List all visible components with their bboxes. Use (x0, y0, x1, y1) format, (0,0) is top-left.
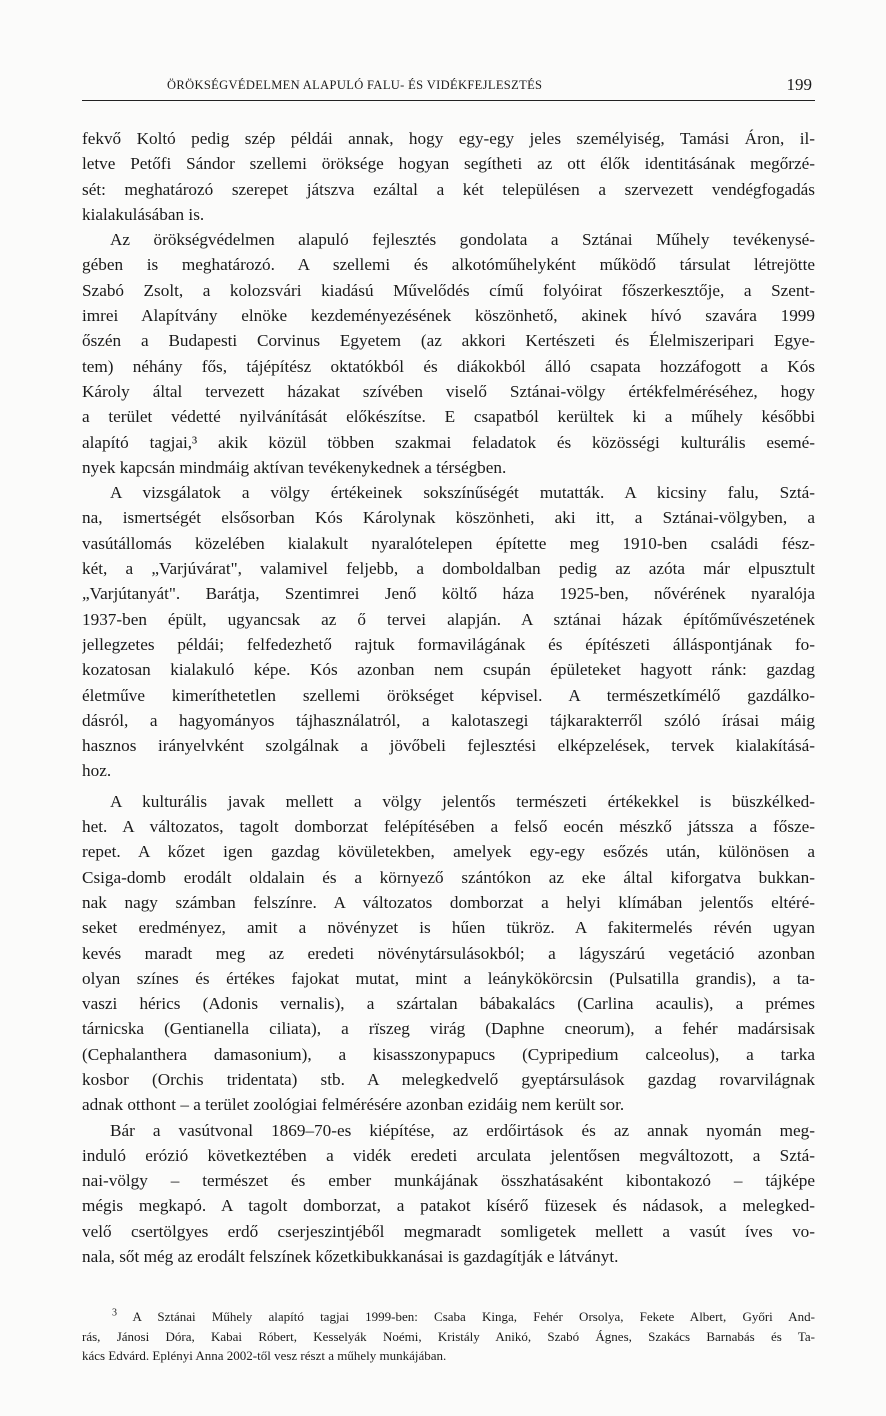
footnote-line: $^3$ A Sztánai Műhely alapító tagjai 1999-ben: Csaba Kinga, Fehér Orsolya, Fekete Albert, Győri And- (112, 1307, 815, 1324)
footnote (82, 1307, 815, 1366)
text-line: nala, sőt még az erodált felszínek kőzetkibukkanásai is gazdagítják e látványt. (82, 1247, 619, 1267)
text-line: 1937-ben épült, ugyancsak az ő tervei alapján. A sztánai házak építőművészetének (82, 609, 815, 629)
text-line: na, ismertségét elsősorban Kós Károlynak köszönheti, aki itt, a Sztánai-völgyben, a (82, 508, 815, 528)
text-line: Károly által tervezett házakat szívében viselő Sztánai-völgy értékfelméréséhez, hogy (82, 381, 815, 401)
text-line: Szabó Zsolt, a kolozsvári kiadású Művelődés című folyóirat főszerkesztője, a Szent- (82, 280, 815, 300)
paragraph (82, 1118, 815, 1270)
text-line: nak nagy számban felszínre. A változatos domborzat a helyi klímában jelentős eltéré- (82, 892, 815, 912)
text-line: vasútállomás közelében kialakult nyaralótelepen építette meg 1910-ben családi fész- (82, 533, 815, 553)
text-line: két, a „Varjúvárat", valamivel feljebb, a domboldalban pedig az azóta már elpusztult (82, 559, 815, 579)
text-line: kozatosan kialakuló képe. Kós azonban nem csupán épületeket hagyott ránk: gazdag (82, 660, 815, 680)
running-header (82, 75, 815, 101)
text-line: imrei Alapítvány elnöke kezdeményezésének köszönhető, akinek hívó szavára 1999 (82, 306, 815, 326)
text-line: mégis megkapó. A tagolt domborzat, a patakot kísérő füzesek és nádasok, a melegked- (82, 1196, 815, 1216)
paragraph (82, 789, 815, 1118)
text-line: hasznos irányelvként szolgálnak a jövőbeli fejlesztési elképzelések, tervek kialakításá- (82, 736, 815, 756)
text-line: Az örökségvédelmen alapuló fejlesztés gondolata a Sztánai Műhely tevékenysé- (110, 230, 815, 250)
text-line: sét: meghatározó szerepet játszva ezáltal a két településen a szervezett vendégfogadás (82, 179, 815, 199)
text-line: nyek kapcsán mindmáig aktívan tevékenykednek a térségben. (82, 457, 507, 477)
footnote-marker: 3 (112, 1307, 117, 1319)
text-line: „Varjútanyát". Barátja, Szentimrei Jenő költő háza 1925-ben, nővérének nyaralója (82, 584, 815, 604)
body-text (82, 126, 815, 1269)
footnote-line: kács Edvárd. Eplényi Anna 2002-től vesz részt a műhely munkájában. (82, 1348, 447, 1363)
text-line: jellegzetes példái; felfedezhető rajtuk formavilágának és építészeti álláspontjának fo- (82, 634, 815, 654)
text-line: A vizsgálatok a völgy értékeinek sokszínűségét mutatták. A kicsiny falu, Sztá- (110, 483, 815, 503)
text-line: seket eredményez, amit a növényzet is hűen tükröz. A fakitermelés révén ugyan (82, 918, 815, 938)
text-line: életműve kimeríthetetlen szellemi örökséget képvisel. A természetkímélő gazdálko- (82, 685, 815, 705)
paragraph (82, 126, 815, 227)
text-line: kevés maradt meg az eredeti növénytársulásokból; a lágyszárú vegetáció azonban (82, 943, 815, 963)
text-line: adnak otthont – a terület zoológiai felmérésére azonban ezidáig nem került sor. (82, 1095, 625, 1115)
text-line: nai-völgy – természet és ember munkájának összhatásaként kibontakozó – tájképe (82, 1171, 815, 1191)
text-line: hoz. (82, 761, 112, 781)
text-line: a terület védetté nyilvánítását előkészítse. E csapatból kerültek ki a műhely későbbi (82, 407, 815, 427)
running-title: ÖRÖKSÉGVÉDELMEN ALAPULÓ FALU- ÉS VIDÉKFEJLESZTÉS (167, 78, 543, 92)
page-number: 199 (786, 75, 812, 94)
paragraph (82, 480, 815, 784)
text-line: letve Petőfi Sándor szellemi öröksége hogyan segítheti az ott élők identitásának megőrzé- (82, 154, 815, 174)
text-line: tem) néhány fős, tájépítész oktatókból és diákokból álló csapata hozzáfogott a Kós (82, 356, 815, 376)
text-line: A kulturális javak mellett a völgy jelentős természeti értékekkel is büszkélked- (110, 791, 815, 811)
text-line: olyan színes és értékes fajokat mutat, mint a leánykökörcsin (Pulsatilla grandis), a ta- (82, 968, 815, 988)
text-line: induló erózió következtében a vidék eredeti arculata jelentősen megváltozott, a Sztá- (82, 1145, 815, 1165)
text-line: kosbor (Orchis tridentata) stb. A melegkedvelő gyeptársulások gazdag rovarvilágnak (82, 1069, 815, 1089)
text-line: repet. A kőzet igen gazdag kövületekben, amelyek egy-egy esőzés után, különösen a (82, 842, 815, 862)
text-line: (Cephalanthera damasonium), a kisasszonypapucs (Cypripedium calceolus), a tarka (82, 1044, 815, 1064)
text-line: dásról, a hagyományos tájhasználatról, a kalotaszegi tájkarakterről szóló írásai máig (82, 710, 815, 730)
text-line: fekvő Koltó pedig szép példái annak, hogy egy-egy jeles személyiség, Tamási Áron, il- (82, 129, 815, 148)
text-line: tárnicska (Gentianella ciliata), a rïszeg virág (Daphne cneorum), a fehér madársisak (82, 1019, 815, 1039)
text-line: Csiga-domb erodált oldalain és a környező szántókon az eke által kiforgatva bukkan- (82, 867, 815, 887)
text-line: alapító tagjai,³ akik közül többen szakmai feladatok és közösségi kulturális esemé- (82, 432, 815, 452)
footnote-line: rás, Jánosi Dóra, Kabai Róbert, Kesselyák Noémi, Kristály Anikó, Szabó Ágnes, Szakács Barnabás és Ta- (82, 1328, 815, 1344)
text-line: kialakulásában is. (82, 204, 205, 224)
text-line: gében is meghatározó. A szellemi és alkotóműhelyként működő társulat létrejötte (82, 255, 815, 275)
text-line: vaszi hérics (Adonis vernalis), a szártalan bábakalács (Carlina acaulis), a prémes (82, 994, 815, 1014)
text-line: velő csertölgyes erdő cserjeszintjéből megmaradt somligetek mellett a vasút íves vo- (82, 1221, 815, 1241)
text-line: het. A változatos, tagolt domborzat felépítésében a felső eocén mészkő játssza a fősze- (82, 817, 815, 837)
text-line: őszén a Budapesti Corvinus Egyetem (az akkori Kertészeti és Élelmiszeripari Egye- (82, 331, 815, 351)
paragraph (82, 227, 815, 480)
text-line: Bár a vasútvonal 1869–70-es kiépítése, az erdőirtások és az annak nyomán meg- (110, 1120, 815, 1140)
